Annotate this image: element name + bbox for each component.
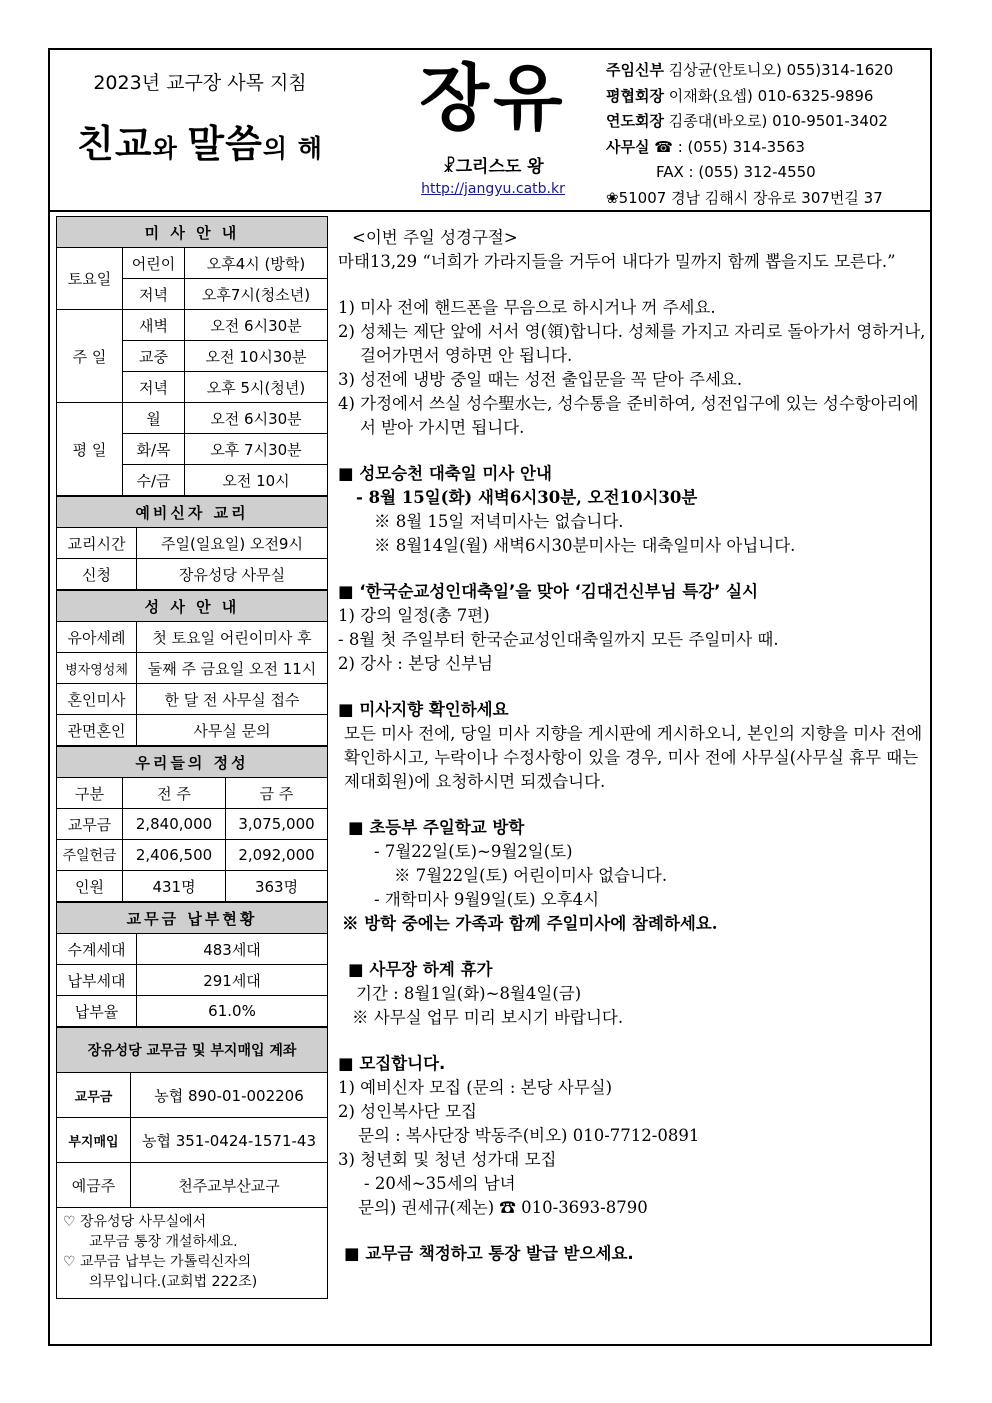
offering-table: 우리들의 정성 구분 전 주 금 주 교무금 2,840,000 3,075,000 주일헌금 2,406,500 2,092,000 인원 431명 363명 [56, 746, 328, 902]
account-table: 장유성당 교무금 및 부지매입 계좌 교무금 농협 890-01-002206 부지매입 농협 351-0424-1571-43 예금주 천주교부산교구 [56, 1027, 328, 1208]
contact-block [606, 58, 936, 211]
section-title: ■ 초등부 주일학교 방학 [348, 818, 525, 837]
pastoral-motto [50, 68, 350, 168]
contact-row: 주임신부 김상균(안토니오) 055)314-1620 [606, 61, 894, 79]
section-title: ■ 교무금 책정하고 통장 발급 받으세요. [344, 1244, 634, 1263]
contact-row: 연도회장 김종대(바오로) 010-9501-3402 [606, 112, 888, 130]
contact-row: 평협회장 이재화(요셉) 010-6325-9896 [606, 86, 874, 105]
masthead [368, 50, 618, 197]
motto-word-1: 친교 [77, 122, 153, 166]
main-content: <이번 주일 성경구절> 마태13,29 “너희가 가라지들을 거두어 내다가 밀까지 함께 뽑을지도 모른다.” 1) 미사 전에 핸드폰을 무음으로 하시거나 꺼 주세요. 2) 성체는 제단 앞에 서서 영(領)합니다. 성체를 가지고 자리로 돌아가서 영하거나, 걸어가면서 영하면 안 됩니다. 3) 성전에 냉방 중일 때는 성전 출입문을 꼭 닫아 주세요. 4) 가정에서 쓰실 성수聖水는, 성수통을 준비하여, 성전입구에 있는 성수항아리에서 받아 가시면 됩니다. ■ 성모승천 대축일 미사 안내 - 8월 15일(화) 새벽6시30분, 오전10시30분 ※ 8월 15일 저녁미사는 없습니다. ※ 8월14일(월) 새벽6시30분미사는 대축일미사 아닙니다. ■ ‘한국순교성인대축일’을 맞아 ‘김대건신부님 특강’ 실시 1) 강의 일정(총 7편) - 8월 첫 주일부터 한국순교성인대축일까지 모든 주일미사 때. 2) 강사 : 본당 신부님 ■ 미사지향 확인하세요 모든 미사 전에, 당일 미사 지향을 게시판에 게시하오니, 본인의 지향을 미사 전에 확인하시고, 누락이나 수정사항이 있을 경우, 미사 전에 사무실(사무실 휴무 때는 제대회원)에 요청하시면 되겠습니다. ■ 초등부 주일학교 방학 - 7월22일(토)~9월2일(토) ※ 7월22일(토) 어린이미사 없습니다. - 개학미사 9월9일(토) 오후4시 ※ 방학 중에는 가족과 함께 주일미사에 참례하세요. ■ 사무장 하계 휴가 기간 : 8월1일(화)~8월4일(금) ※ 사무실 업무 미리 보시기 바랍니다. ■ 모집합니다. 1) 예비신자 모집 (문의 : 본당 사무실) 2) 성인복사단 모집 문의 : 복사단장 박동주(비오) 010-7712-0891 3) 청년회 및 청년 성가대 모집 - 20세~35세의 남녀 문의) 권세규(제논) ☎ 010-3693-8790 ■ 교무금 책정하고 통장 발급 받으세요. [338, 226, 928, 1266]
bulletin-frame [48, 48, 932, 1346]
motto-year: 2023년 교구장 사목 지침 [93, 72, 307, 94]
sacrament-heading: 성 사 안 내 [57, 591, 328, 622]
motto-particle-2: 의 해 [262, 134, 323, 163]
rule-item: 4) 가정에서 쓰실 성수聖水는, 성수통을 준비하여, 성전입구에 있는 성수항아리에서 받아 가시면 됩니다. [338, 394, 919, 437]
motto-particle-1: 와 [152, 134, 188, 163]
section-title: ■ 사무장 하계 휴가 [348, 960, 493, 979]
sidebar-notes: ♡ 장유성당 사무실에서 교무금 통장 개설하세요. ♡ 교무금 납부는 가톨릭신자의 의무입니다.(교회법 222조) [56, 1208, 328, 1299]
sidebar [56, 216, 328, 1299]
day-label: 토요일 [57, 248, 123, 310]
offering-heading: 우리들의 정성 [57, 747, 328, 778]
rule-item: 2) 성체는 제단 앞에 서서 영(領)합니다. 성체를 가지고 자리로 돌아가서 영하거나, 걸어가면서 영하면 안 됩니다. [338, 322, 926, 365]
section-title: ■ 모집합니다. [338, 1054, 446, 1073]
day-label: 평 일 [57, 403, 123, 496]
motto-title [50, 113, 350, 168]
intention-text: 모든 미사 전에, 당일 미사 지향을 게시판에 게시하오니, 본인의 지향을 미사 전에 확인하시고, 누락이나 수정사항이 있을 경우, 미사 전에 사무실(사무실 휴무 때는 제대회원)에 요청하시면 되겠습니다. [344, 724, 923, 791]
mass-schedule-table: 미 사 안 내 토요일 어린이 오후4시 (방학) 저녁 오후7시(청소년) 주 일 새벽 오전 6시30분 교중 오전 10시30분 저녁 오후 5시(청년) 평 일 월 오전 6시30분 화/목 오후 7시30분 수/금 오전 10시 [56, 216, 328, 496]
section-title: ■ 성모승천 대축일 미사 안내 [338, 464, 552, 483]
address: 51007 경남 김해시 장유로 307번길 37 [618, 188, 883, 207]
tithe-status-heading: 교무금 납부현황 [57, 903, 328, 934]
catechumen-table: 예비신자 교리 교리시간 주일(일요일) 오전9시 신청 장유성당 사무실 [56, 496, 328, 590]
gospel-heading: <이번 주일 성경구절> [352, 228, 518, 247]
section-title: ■ 미사지향 확인하세요 [338, 700, 509, 719]
bulletin-header [50, 50, 930, 212]
mass-schedule-heading: 미 사 안 내 [57, 217, 328, 248]
contact-row: 사무실 ☎ : (055) 314-3563 [606, 137, 805, 156]
day-label: 주 일 [57, 310, 123, 403]
rule-item: 3) 성전에 냉방 중일 때는 성전 출입문을 꼭 닫아 주세요. [338, 370, 743, 389]
catechumen-heading: 예비신자 교리 [57, 497, 328, 528]
tithe-status-table: 교무금 납부현황 수계세대 483세대 납부세대 291세대 납부율 61.0% [56, 902, 328, 1027]
address-row [606, 186, 936, 212]
section-title: ■ ‘한국순교성인대축일’을 맞아 ‘김대건신부님 특강’ 실시 [338, 582, 759, 601]
building-icon: ❀ [606, 188, 619, 207]
parish-website-link[interactable]: http://jangyu.catb.kr [421, 181, 565, 197]
gospel-verse: 마태13,29 “너희가 가라지들을 거두어 내다가 밀까지 함께 뽑을지도 모른다.” [338, 252, 896, 271]
account-heading: 장유성당 교무금 및 부지매입 계좌 [57, 1028, 328, 1073]
contact-row: FAX : (055) 312-4550 [656, 163, 816, 181]
motto-word-2: 말씀 [187, 122, 263, 166]
bulletin-title: 장유 [419, 56, 567, 140]
sacrament-table: 성 사 안 내 유아세례 첫 토요일 어린이미사 후 병자영성체 둘째 주 금요일 오전 11시 혼인미사 한 달 전 사무실 접수 관면혼인 사무실 문의 [56, 590, 328, 746]
bulletin-subtitle: ☧그리스도 왕 [442, 157, 544, 177]
rule-item: 1) 미사 전에 핸드폰을 무음으로 하시거나 꺼 주세요. [338, 298, 716, 317]
